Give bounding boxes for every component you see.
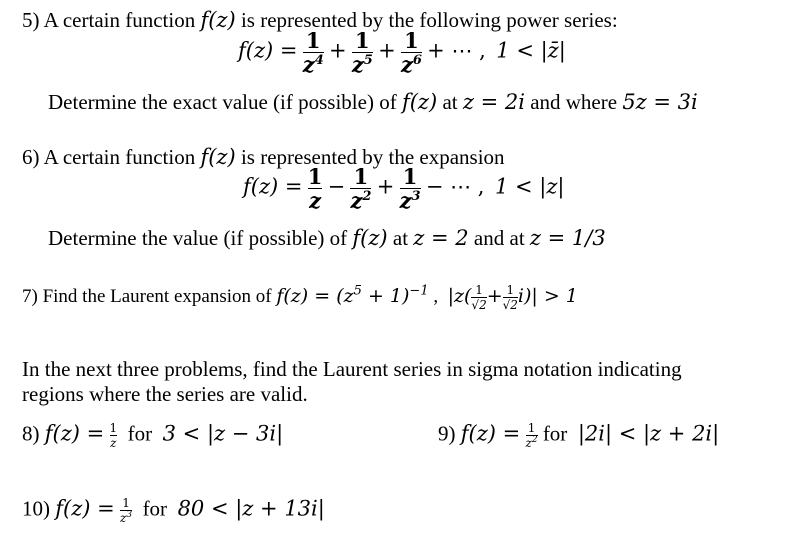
problem-number: 8) xyxy=(22,421,40,446)
problem-6-question: Determine the value (if possible) of f(z) at z = 2 and at z = 1/3 xyxy=(48,226,606,250)
fraction: $\frac{1}{z^5}$ xyxy=(351,28,373,77)
fraction: $\frac{1}{z^4}$ xyxy=(302,28,324,77)
fraction: $\frac{1}{z^6}$ xyxy=(400,28,422,77)
problem-10: 10) f(z) = $\frac{1}{z^3}$ for 80 < |z + 13i| xyxy=(22,496,325,525)
fraction: $\frac{1}{z^3}$ xyxy=(399,164,421,213)
fraction: $\frac{1}{√2}$ xyxy=(502,283,518,312)
problem-5-statement: 5) A certain function f(z) is represented by the following power series: xyxy=(22,8,618,32)
problem-number: 5) xyxy=(22,8,40,32)
fraction: $\frac{1}{z}$ xyxy=(307,164,323,213)
problem-8: 8) f(z) = $\frac{1}{z}$ for 3 < |z − 3i| xyxy=(22,421,284,450)
problem-7-statement: 7) Find the Laurent expansion of $f(z) = (z^5 + 1)^{-1}$ , |z( $\frac{1}{√2}$ + $\frac{1}{√2}$ i)| > 1 xyxy=(22,283,578,312)
problem-6-statement: 6) A certain function f(z) is represented by the expansion xyxy=(22,145,505,169)
problem-5-question: Determine the exact value (if possible) of f(z) at z = 2i and where 5z = 3i xyxy=(48,90,698,114)
problem-5-series: f(z) = $\frac{1}{z^4}$ + $\frac{1}{z^5}$ + $\frac{1}{z^6}$ + ⋯ , 1 < |z̄| xyxy=(238,28,566,77)
fraction: $\frac{1}{√2}$ xyxy=(471,283,487,312)
fraction: $\frac{1}{z}$ xyxy=(109,421,118,450)
fraction: $\frac{1}{z^2}$ xyxy=(525,421,538,450)
fraction: $\frac{1}{z^2}$ xyxy=(350,164,372,213)
section-intro-line-2: regions where the series are valid. xyxy=(22,382,308,406)
section-intro-line-1: In the next three problems, find the Laurent series in sigma notation indicating xyxy=(22,357,682,381)
problem-number: 6) xyxy=(22,145,40,169)
fraction: $\frac{1}{z^3}$ xyxy=(120,496,133,525)
problem-6-series: f(z) = $\frac{1}{z}$ − $\frac{1}{z^2}$ + $\frac{1}{z^3}$ − ⋯ , 1 < |z| xyxy=(243,164,565,213)
problem-9: 9) f(z) = $\frac{1}{z^2}$ for |2i| < |z + 2i| xyxy=(438,421,720,450)
problem-number: 10) xyxy=(22,496,50,521)
problem-number: 9) xyxy=(438,421,456,446)
problem-number: 7) xyxy=(22,285,38,307)
